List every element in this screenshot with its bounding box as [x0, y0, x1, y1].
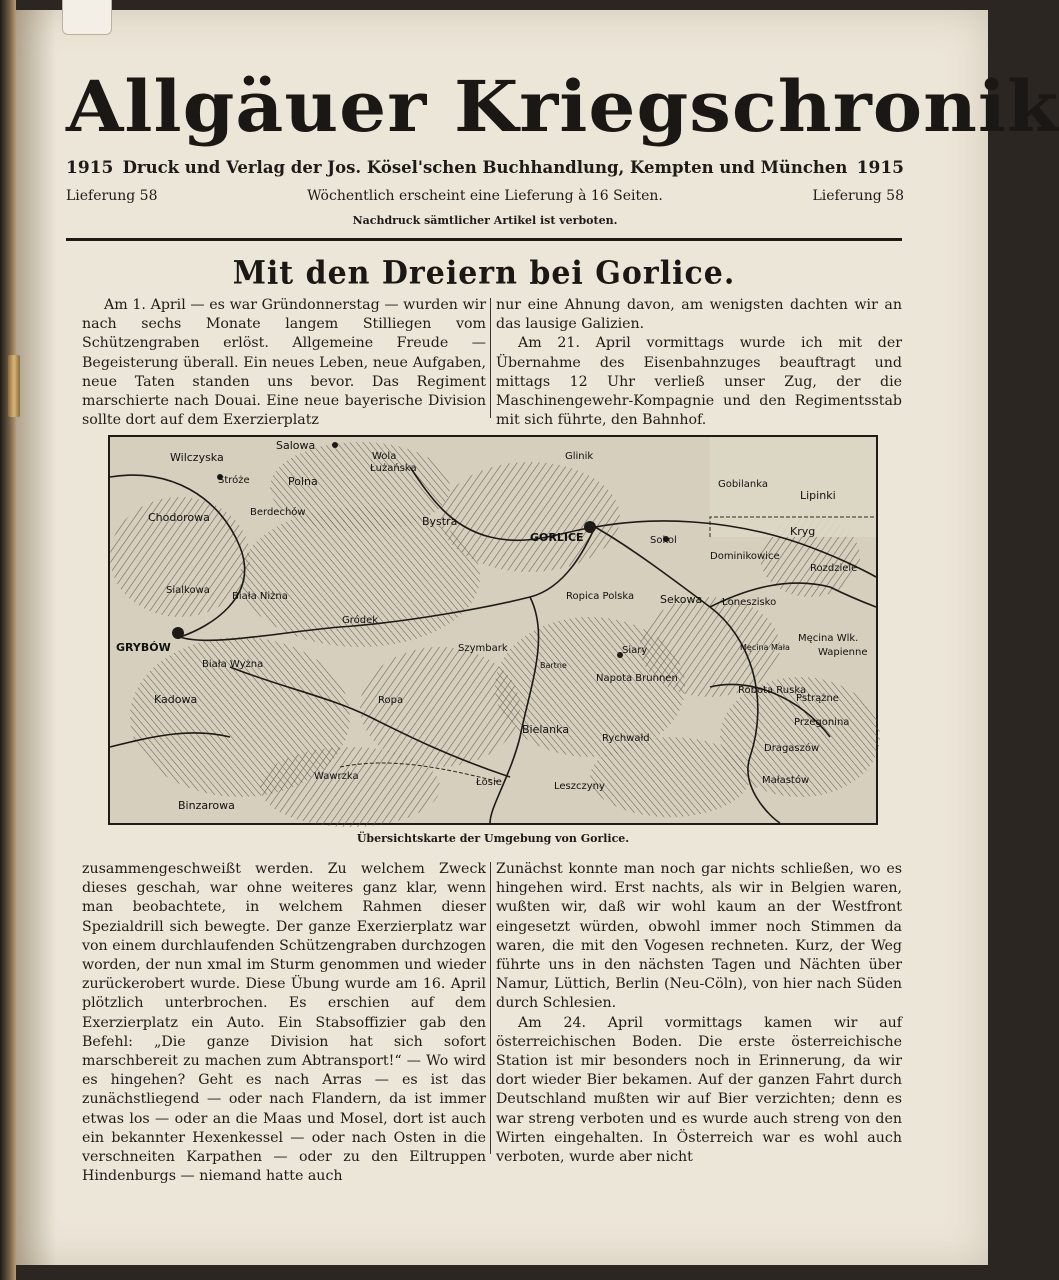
column-divider [490, 862, 491, 1154]
paragraph: Am 1. April — es war Gründonnerstag — wurden wir nach sechs Monate langem Stilliegen vom Schützengraben erlöst. Allgemeine Freude — Begeisterung überall. Ein neues Leben, neue Aufgaben, neue Taten standen uns bevor. Das Regiment marschierte nach Douai. Eine neue bayerische Division sollte dort auf dem Exerzierplatz [82, 297, 486, 429]
paragraph: Zunächst konnte man noch gar nichts schließen, wo es hingehen wird. Erst nachts, als wir in Belgien waren, wußten wir, daß wir wohl kaum an der Westfront eingesetzt würden, obwohl immer noch Stimmen da waren, die mit den Vogesen rechneten. Kurz, der Weg führte uns in den nächsten Tagen und Nächten über Namur, Lüttich, Berlin (Neu-Cöln), von hier nach Süden durch Schlesien. [496, 861, 902, 1012]
map-label: Bartne [540, 661, 567, 670]
map-label: Kadowa [154, 693, 198, 706]
map-label: Szymbark [458, 643, 508, 654]
paragraph: zusammengeschweißt werden. Zu welchem Zweck dieses geschah, war ohne weiteres ganz klar, wenn man beobachtete, in welchem Rahmen dieser Spezialdrill sich bewegte. Der ganze Exerzierplatz war von einem durchlaufenden Schützengraben durchzogen worden, der nun xmal im Sturm genommen und wieder zurückerobert wurde. Diese Übung wurde am 16. April plötzlich unterbrochen. Es erschien auf dem Exerzierplatz ein Auto. Ein Stabsoffizier gab den Befehl: „Die ganze Division hat sich sofort marschbereit zu machen zum Abtransport!“ — Wo wird es hingehen? Geht es nach Arras — es ist das zunächstliegend — oder nach Flandern, da ist immer etwas los — oder an die Maas und Mosel, dort ist auch ein bekannter Hexenkessel — oder nach Osten in die verschneiten Karpathen — oder zu den Eiltruppen Hindenburgs — niemand hatte auch [82, 861, 486, 1185]
reprint-notice: Nachdruck sämtlicher Artikel ist verboten. [352, 214, 618, 227]
top-right-column [496, 296, 902, 430]
year-right: 1915 [856, 158, 904, 178]
article-headline: Mit den Dreiern bei Gorlice. [232, 255, 736, 292]
book-spine [0, 0, 16, 1280]
issue-line [66, 188, 904, 204]
paragraph: nur eine Ahnung davon, am wenigsten dachten wir an das lausige Galizien. [496, 297, 902, 333]
column-divider [490, 298, 491, 418]
map-label: Dominikowice [710, 551, 780, 562]
map-label: Sekowa [660, 593, 703, 606]
issue-right: Lieferung 58 [812, 188, 904, 204]
top-left-column [82, 296, 486, 430]
map-label: Ropa [378, 695, 404, 706]
map-label: Polna [288, 475, 318, 488]
map-label: Bielanka [522, 723, 570, 736]
map-label: Rozdziele [810, 563, 858, 574]
map-label: Napota Brunnen [596, 673, 678, 684]
map-label: GRYBÓW [116, 641, 171, 654]
map-label: Wawrzka [314, 771, 359, 782]
map-label: Męcina Mała [740, 643, 790, 652]
map-label: Wola [372, 451, 397, 462]
map-label: Berdechów [250, 507, 306, 518]
publisher-line [66, 158, 904, 178]
map-label: Wapienne [818, 647, 868, 658]
map-label: Chodorowa [148, 511, 210, 524]
map-label: Binzarowa [178, 799, 235, 812]
map-label: Rychwałd [602, 733, 650, 744]
map-label: Wilczyska [170, 451, 224, 464]
map-label: Sokol [650, 535, 677, 546]
map-label: Łosie [476, 777, 502, 788]
map-label: Męcina Wlk. [798, 633, 859, 644]
paragraph: Am 21. April vormittags wurde ich mit der Übernahme des Eisenbahnzuges beauftragt und mittags 12 Uhr verließ unser Zug, der die Maschinengewehr-Kompagnie und den Regimentsstab mit sich führte, den Bahnhof. [496, 335, 902, 429]
map-label: Biała Wyżna [202, 659, 264, 670]
publisher-text: Druck und Verlag der Jos. Kösel'schen Buchhandlung, Kempten und München [122, 158, 848, 177]
masthead-title: Allgäuer Kriegschronik [66, 66, 1059, 148]
map-label: Łużańska [370, 463, 417, 474]
map-label: Sialkowa [166, 585, 210, 596]
bottom-right-column [496, 860, 902, 1167]
map-label: Glinik [565, 451, 594, 462]
bottom-left-column [82, 860, 486, 1186]
map-label: Salowa [276, 439, 316, 452]
map-label: Przegonina [794, 717, 850, 728]
map-label: Lipinki [800, 489, 836, 502]
map-label: Robota Ruska [738, 685, 807, 696]
map-label: Kryg [790, 525, 816, 538]
map-label: Gobilanka [718, 479, 768, 490]
page-gutter-shadow [16, 10, 56, 1265]
map-label: Łoneszisko [722, 597, 777, 608]
issue-left: Lieferung 58 [66, 188, 158, 204]
paper-tab [62, 0, 112, 35]
map-label: Pstrążne [796, 693, 839, 704]
paragraph: Am 24. April vormittags kamen wir auf österreichischen Boden. Die erste österreichische Station ist mir besonders noch in Erinnerung, da wir dort wieder Bier bekamen. Auf der ganzen Fahrt durch Deutschland mußten wir auf Bier verzichten; denn es war streng verboten und es wurde auch streng von den Wirten eingehalten. In Österreich war es wohl auch verboten, wurde aber nicht [496, 1014, 902, 1166]
header-rule [66, 238, 902, 241]
map-label: GORLICE [530, 531, 584, 544]
map-caption: Übersichtskarte der Umgebung von Gorlice. [356, 832, 630, 845]
map-label: Dragaszów [764, 743, 820, 754]
map-label: Bystra [422, 515, 458, 528]
gorlice-map [108, 435, 878, 825]
map-label: Stróże [218, 475, 250, 486]
map-label: Gródek [342, 615, 379, 626]
map-label: Siary [622, 645, 648, 656]
map-labels [110, 437, 876, 823]
map-label: Ropica Polska [566, 591, 635, 602]
binding-clip [8, 355, 20, 417]
year-left: 1915 [66, 158, 114, 178]
issue-schedule: Wöchentlich erscheint eine Lieferung à 16 Seiten. [307, 188, 663, 204]
map-label: Biała Niżna [232, 591, 288, 602]
map-label: Leszczyny [554, 781, 605, 792]
map-label: Małastów [762, 775, 810, 786]
